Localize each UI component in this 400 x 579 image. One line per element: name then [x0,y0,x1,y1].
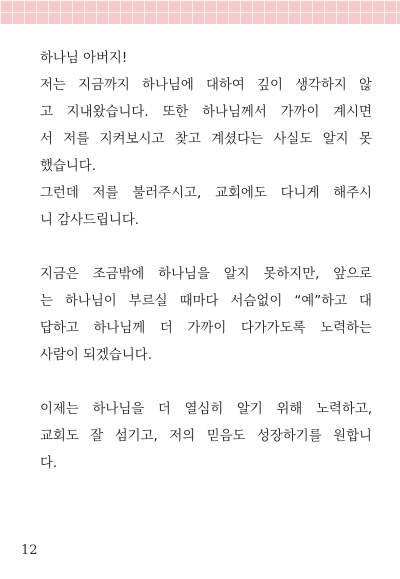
paragraph-1-line-1: 저는 지금까지 하나님에 대하여 깊이 생각하지 않 [40,78,372,93]
paragraph-1-line-4: 했습니다. [40,159,96,174]
paragraph-spacer [40,234,372,261]
paragraph-3-line-2: 는 하나님이 부르실 때마다 서슴없이 “예”하고 대 [40,294,372,309]
paragraph-3-line-1: 지금은 조금밖에 하나님을 알지 못하지만, 앞으로 [40,267,372,282]
paragraph-3-line-4: 사람이 되겠습니다. [40,348,152,363]
paragraph-2-line-1: 그런데 저를 불러주시고, 교회에도 다니게 해주시 [40,186,372,201]
paragraph-1-line-3: 서 저를 지켜보시고 찾고 계셨다는 사실도 알지 못 [40,132,372,147]
paragraph-4-line-2: 교회도 잘 섬기고, 저의 믿음도 성장하기를 원합니 [40,429,372,444]
paragraph-2-line-2: 니 감사드립니다. [40,213,140,228]
paragraph-4-line-3: 다. [40,456,58,471]
salutation: 하나님 아버지! [40,51,128,66]
decorative-grid-band [0,0,400,24]
page-number: 12 [21,543,38,558]
paragraph-1-line-2: 고 지내왔습니다. 또한 하나님께서 가까이 계시면 [40,105,372,120]
paragraph-spacer [40,369,372,396]
prayer-text [40,45,372,477]
paragraph-4-line-1: 이제는 하나님을 더 열심히 알기 위해 노력하고, [40,402,372,417]
paragraph-3-line-3: 답하고 하나님께 더 가까이 다가가도록 노력하는 [40,321,372,336]
